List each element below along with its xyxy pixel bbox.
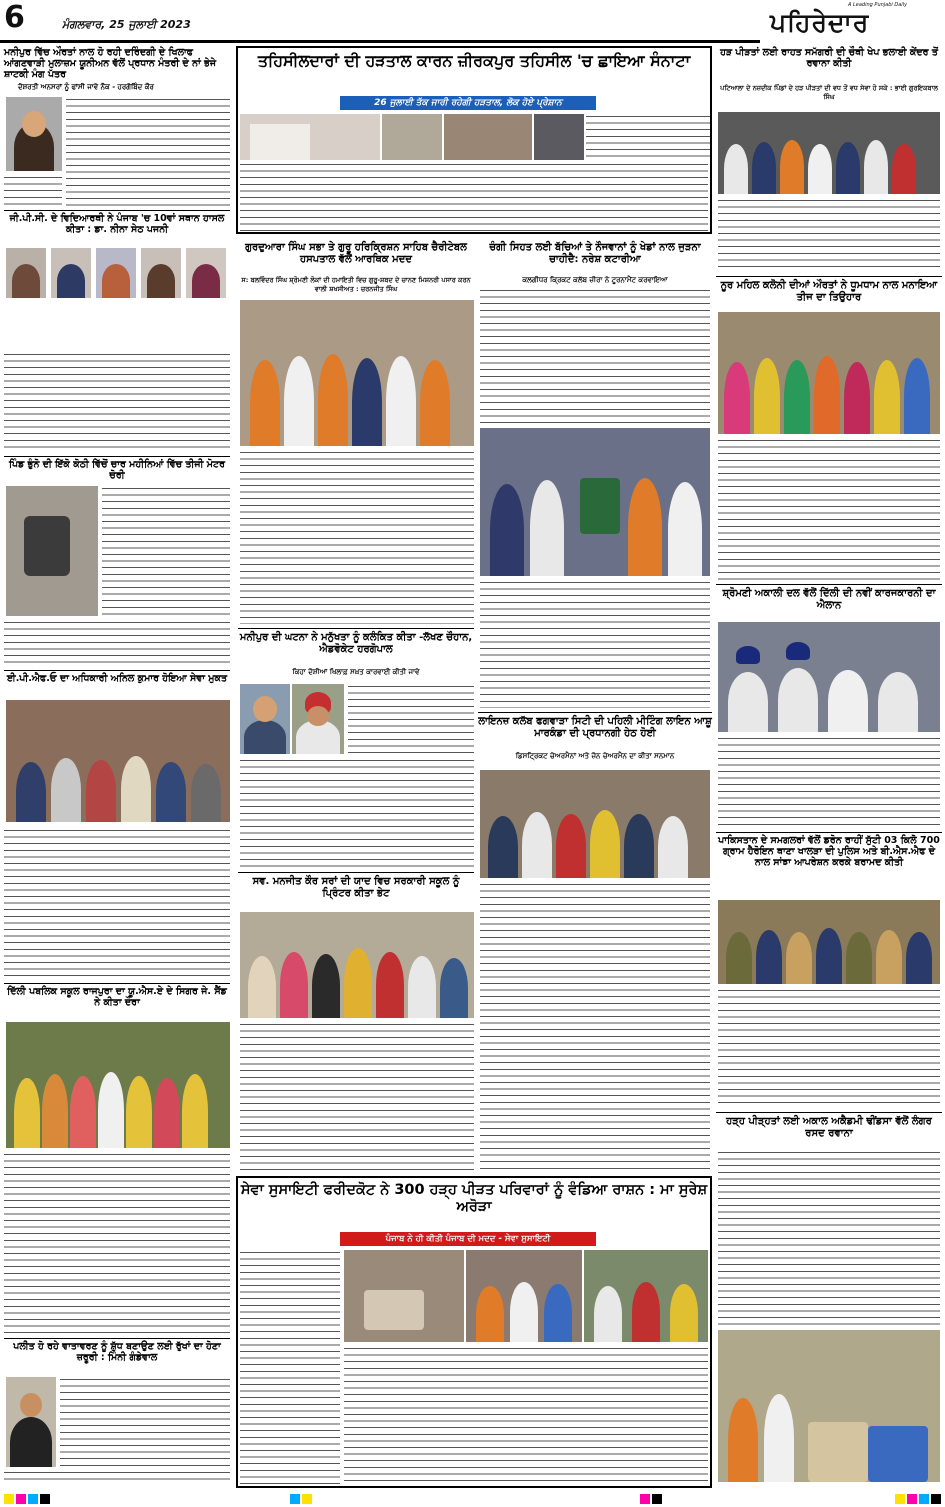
article-headline: ਨੂਰ ਮਹਿਲ ਕਲੋਨੀ ਦੀਆਂ ਔਰਤਾਂ ਨੇ ਧੂਮਧਾਮ ਨਾਲ ਮਨਾਇਆ ਤੀਜ ਦਾ ਤਿਉਹਾਰ: [720, 280, 938, 303]
article-subhead: ਪਟਿਆਲਾ ਦੇ ਨਜ਼ਦੀਕ ਪਿੰਡਾਂ ਦੇ ਹੜ ਪੀੜਤਾਂ ਦੀ ਵਧ ਤੋਂ ਵਧ ਸੇਵਾ ਹੋ ਸਕੇ : ਭਾਈ ਗੁਰਇਕਬਾਲ ਸਿੰਘ: [720, 84, 938, 101]
lead-banner: 26 ਜੁਲਾਈ ਤੱਕ ਜਾਰੀ ਰਹੇਗੀ ਹੜਤਾਲ, ਲੋਕ ਹੋਏ ਪ੍ਰੇਸ਼ਾਨ: [340, 96, 596, 110]
article-headline: ਸੇਵਾ ਸੁਸਾਇਟੀ ਫਰੀਦਕੋਟ ਨੇ 300 ਹੜ੍ਹ ਪੀੜਤ ਪਰਿਵਾਰਾਂ ਨੂੰ ਵੰਡਿਆ ਰਾਸ਼ਨ : ਮਾ ਸੁਰੇਸ਼ ਅਰੋੜਾ: [240, 1182, 708, 1215]
article-body: [240, 162, 708, 232]
article-subhead: ਦੋਸ਼ਰਤੀ ਅਨਸਰਾਂ ਨੂੰ ਫਾਂਸੀ ਜਾਵੇ ਨੌਕ - ਹਰਗੋਬਿੰਦ ਕੌਰ: [18, 83, 154, 91]
article-body: [60, 1377, 230, 1467]
article-headline: ਪਾਕਿਸਤਾਨ ਦੇ ਸਮਗਲਰਾਂ ਵੱਲੋਂ ਡਰੋਨ ਰਾਹੀਂ ਸੁੱਟੀ 03 ਕਿਲੋ 700 ਗ੍ਰਾਮ ਹੈਰੋਇਨ ਥਾਣਾ ਖਾਲੜਾ ਦੀ ਪੁਲਿਸ ਅਤੇ ਬੀ.ਐਸ.ਐਫ ਦੇ ਨਾਲ ਸਾਂਝਾ ਆਪਰੇਸ਼ਨ ਕਰਕੇ ਬਰਾਮਦ ਕੀਤੀ: [718, 835, 940, 868]
article-subhead: ਕਲਗੀਧਰ ਕ੍ਰਿਕਟ ਕਲੱਬ ਜ਼ੀਰਾ ਨੇ ਟੂਰਨਾਮੈਂਟ ਕਰਵਾਇਆ: [522, 276, 668, 284]
article-headline: ਮਨੀਪੁਰ ਦੀ ਘਟਨਾ ਨੇ ਮਨੁੱਖਤਾ ਨੂੰ ਕਲੰਕਿਤ ਕੀਤਾ -ਲੱਖਣ ਚੌਹਾਨ, ਐਡਵੋਕੇਟ ਹਰਗੋਪਾਲ: [239, 632, 473, 655]
article-banner: ਪੰਜਾਬ ਨੇ ਹੀ ਕੀਤੀ ਪੰਜਾਬ ਦੀ ਮਦਦ - ਸੇਵਾ ਸੁਸਾਇਟੀ: [340, 1232, 596, 1246]
lions-club-photo: [480, 770, 710, 878]
article-headline: ਜੀ.ਪੀ.ਸੀ. ਦੇ ਵਿਦਿਆਰਥੀ ਨੇ ਪੰਜਾਬ 'ਚ 10ਵਾਂ ਸਥਾਨ ਹਾਸਲ ਕੀਤਾ : ਡਾ. ਨੀਨਾ ਸੇਠ ਪਜਨੀ: [9, 213, 225, 235]
lead-headline: ਤਹਿਸੀਲਦਾਰਾਂ ਦੀ ਹੜਤਾਲ ਕਾਰਨ ਜ਼ੀਰਕਪੁਰ ਤਹਿਸੀਲ 'ਚ ਛਾਇਆ ਸੰਨਾਟਾ: [257, 51, 691, 70]
article-body: [480, 288, 710, 424]
page-number: 6: [4, 0, 25, 35]
police-seizure-photo: [718, 900, 940, 984]
farewell-photo: [6, 700, 230, 822]
tehsil-office-photo-4: [534, 114, 584, 160]
article-headline: ਗੁਰਦੁਆਰਾ ਸਿੰਘ ਸਭਾ ਤੇ ਗੁਰੂ ਹਰਿਕ੍ਰਿਸ਼ਨ ਸਾਹਿਬ ਚੈਰੀਟੇਬਲ ਹਸਪਤਾਲ ਵੱਲੋਂ ਆਰਥਿਕ ਮਦਦ: [245, 242, 467, 265]
article-headline: ਪਲੀਤ ਹੋ ਰਹੇ ਵਾਤਾਵਰਣ ਨੂੰ ਸ਼ੁੱਧ ਬਣਾਉਣ ਲਈ ਰੁੱਖਾਂ ਦਾ ਹੋਣਾ ਜ਼ਰੂਰੀ : ਮਿੰਨੀ ਗੰਡੇਵਾਲ: [13, 1341, 221, 1363]
article-headline: ਮਨੀਪੁਰ ਵਿੱਚ ਔਰਤਾਂ ਨਾਲ ਹੋ ਰਹੀ ਦਰਿੰਦਗੀ ਦੇ ਖਿਲਾਫ ਆਂਗਣਵਾੜੀ ਮੁਲਾਜ਼ਮ ਯੂਨੀਅਨ ਵੱਲੋਂ ਪ੍ਰਧਾਨ ਮੰਤਰੀ ਦੇ ਨਾਂ ਭੇਜੇ ਸ਼ਾਟਕੀ ਮੰਗ ਪੱਤਰ: [4, 47, 217, 80]
article-body: [4, 620, 230, 666]
issue-date: ਮੰਗਲਵਾਰ, 25 ਜੁਲਾਈ 2023: [62, 18, 191, 31]
article-body: [718, 198, 940, 272]
article-body: [586, 114, 710, 160]
article-body: [4, 1152, 230, 1334]
teej-celebration-photo: [718, 312, 940, 434]
article-headline: ਹੜ੍ਹ ਪੀੜ੍ਹਤਾਂ ਲਈ ਅਕਾਲ ਅਕੈਡਮੀ ਢੀਂਡਸਾ ਵੱਲੋਂ ਲੰਗਰ ਰਸਦ ਰਵਾਨਾ: [726, 1116, 932, 1139]
article-headline: ਈ.ਪੀ.ਐਫ.ਓ ਦਾ ਅਧਿਕਾਰੀ ਅਨਿਲ ਕੁਮਾਰ ਹੋਇਆ ਸੇਵਾ ਮੁਕਤ: [6, 673, 228, 684]
article-headline: ਚੰਗੀ ਸਿਹਤ ਲਈ ਬੱਚਿਆਂ ਤੇ ਨੌਜਵਾਨਾਂ ਨੂੰ ਖੇਡਾਂ ਨਾਲ ਜੁੜਨਾ ਚਾਹੀਦੈ: ਨਰੇਸ਼ ਕਟਾਰੀਆ: [489, 242, 701, 265]
article-body: [348, 684, 474, 754]
student-photos: [6, 248, 228, 298]
article-subhead: ਸ: ਬਲਵਿੰਦਰ ਸਿੰਘ ਸ਼੍ਰੋਮਣੀ ਲੋਕਾਂ ਦੀ ਹਮਾਇਤੀ ਵਿਚ ਗੁਰੂ-ਸ਼ਬਦ ਦੇ ਚਾਨਣ ਮਿਸ਼ਨਰੀ ਪਸਾਰ ਕਰਨ ਵਾਲੀ ਸ਼ਖਸੀਅਤ : ਚਰਨਜੀਤ ਸਿੰਘ: [241, 276, 471, 293]
article-body: [4, 352, 230, 452]
article-headline: ਸ਼੍ਰੋਮਣੀ ਅਕਾਲੀ ਦਲ ਵੱਲੋਂ ਦਿੱਲੀ ਦੀ ਨਵੀਂ ਕਾਰਜਕਾਰਨੀ ਦਾ ਐਲਾਨ: [722, 588, 936, 611]
paper-tagline: A Leading Punjabi Daily: [848, 2, 908, 8]
article-headline: ਦਿੱਲੀ ਪਬਲਿਕ ਸਕੂਲ ਰਾਜਪੁਰਾ ਦਾ ਯੂ.ਐਸ.ਏ ਦੇ ਸਿਗਰ ਜੇ. ਸੈਂਡ ਨੇ ਕੀਤਾ ਦੌਰਾ: [7, 986, 227, 1008]
gurdwara-photo: [240, 300, 474, 446]
article-body: [344, 1346, 708, 1484]
article-body: [718, 1150, 940, 1326]
article-body: [718, 988, 940, 1108]
article-body: [240, 450, 474, 624]
tehsil-office-photo-1: [240, 114, 380, 160]
article-body: [240, 1022, 474, 1170]
article-headline: ਸਵ. ਮਨਜੀਤ ਕੌਰ ਸਰਾਂ ਦੀ ਯਾਦ ਵਿਚ ਸਰਕਾਰੀ ਸਕੂਲ ਨੂੰ ਪ੍ਰਿੰਟਰ ਕੀਤਾ ਭੇਟ: [252, 876, 460, 899]
relief-group-photo: [718, 112, 940, 194]
article-body: [480, 580, 710, 708]
article-headline: ਪਿੰਡ ਭੁੰਨੋ ਦੀ ਇੱਕੋ ਕੋਠੀ ਵਿੱਚੋਂ ਚਾਰ ਮਹੀਨਿਆਂ ਵਿੱਚ ਤੀਜੀ ਮੋਟਰ ਚੋਰੀ: [8, 459, 226, 481]
article-subhead: ਡਿਸਟ੍ਰਿਕਟ ਚੇਅਰਮੈਨਾਂ ਅਤੇ ਜ਼ੋਨ ਚੇਅਰਮੈਨ ਦਾ ਕੀਤਾ ਸਨਮਾਨ: [515, 752, 675, 760]
portrait-photo: [240, 684, 290, 754]
ration-distribution-photo-3: [584, 1250, 708, 1342]
article-body: [240, 1250, 340, 1484]
article-subhead: ਕਿਹਾ ਦੋਸ਼ੀਆਂ ਖਿਲਾਫ਼ ਸਖ਼ਤ ਕਾਰਵਾਈ ਕੀਤੀ ਜਾਵੇ: [292, 668, 420, 676]
masthead: [0, 0, 945, 44]
portrait-photo: [6, 97, 62, 171]
article-body: [4, 175, 62, 207]
portrait-photo: [292, 684, 344, 754]
ration-distribution-photo-2: [466, 1250, 582, 1342]
akali-leaders-photo: [718, 622, 940, 732]
langar-supplies-photo: [718, 1330, 940, 1482]
paper-name-logo: ਪਹਿਰੇਦਾਰ: [770, 8, 870, 37]
school-group-photo: [6, 1022, 230, 1148]
cricket-award-photo: [480, 428, 710, 576]
article-body: [718, 438, 940, 580]
article-body: [718, 736, 940, 828]
article-body: [4, 1470, 230, 1484]
printer-donation-photo: [240, 912, 474, 1018]
theft-site-photo: [6, 486, 98, 616]
tehsil-office-photo-2: [382, 114, 442, 160]
article-body: [4, 828, 230, 980]
article-body: [102, 486, 230, 616]
article-body: [480, 882, 710, 1170]
portrait-photo: [6, 1377, 56, 1467]
article-headline: ਲਾਇਨਜ਼ ਕਲੱਬ ਫਗਵਾੜਾ ਸਿਟੀ ਦੀ ਪਹਿਲੀ ਮੀਟਿੰਗ ਲਾਇਨ ਆਸ਼ੂ ਮਾਰਕੰਡਾ ਦੀ ਪ੍ਰਧਾਨਗੀ ਹੇਠ ਹੋਈ: [478, 716, 712, 739]
tehsil-office-photo-3: [444, 114, 532, 160]
article-body: [66, 97, 230, 207]
article-body: [240, 758, 474, 868]
article-headline: ਹੜ ਪੀੜਤਾਂ ਲਈ ਰਾਹਤ ਸਮੱਗਰੀ ਦੀ ਚੌਥੀ ਖੇਪ ਭਲਾਈ ਕੇਂਦਰ ਤੋਂ ਰਵਾਨਾ ਕੀਤੀ: [720, 47, 938, 69]
ration-distribution-photo-1: [344, 1250, 464, 1342]
